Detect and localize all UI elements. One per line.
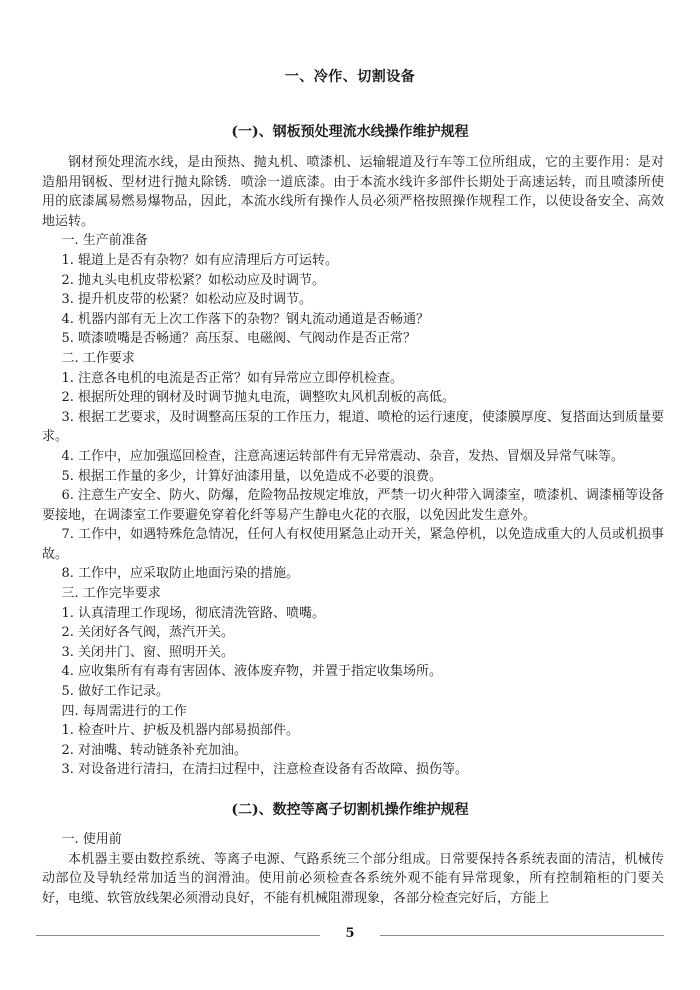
list-item: 8. 工作中，应采取防止地面污染的措施。 [61, 566, 300, 582]
list-item: 4. 机器内部有无上次工作落下的杂物？钢丸流动通道是否畅通？ [61, 311, 430, 327]
section-1-intro: 钢材预处理流水线，是由预热、抛丸机、喷漆机、运输辊道及行车等工位所组成，它的主要作用：是对造船用钢板、型材进行抛丸除锈．喷涂一道底漆。由于本流水线许多部件长期处于高速运转，而且喷漆所使用的底漆属易燃易爆物品，因此，本流水线所有操作人员必须严格按照操作规程工作，以使设备安全、高效地运转。 [42, 155, 664, 229]
list-item: 6. 注意生产安全、防火、防爆，危险物品按规定堆放，严禁一切火种带入调漆室，喷漆机、调漆桶等设备要接地，在调漆室工作要避免穿着化纤等易产生静电火花的衣服，以免因此发生意外。 [42, 488, 664, 523]
footer-divider-left [36, 935, 320, 936]
section-1-heading-prep: 一. 生产前准备 [61, 233, 148, 249]
list-item: 5. 喷漆喷嘴是否畅通？高压泵、电磁阀、气阀动作是否正常？ [61, 331, 417, 347]
section-2-heading-before-use: 一. 使用前 [61, 832, 122, 847]
section-1-heading-work: 二. 工作要求 [61, 350, 135, 366]
list-item: 3. 提升机皮带的松紧？如松动应及时调节。 [61, 292, 313, 308]
chapter-title: 一、冷作、切割设备 [284, 69, 416, 85]
list-item: 4. 应收集所有有毒有害固体、液体废弃物，并置于指定收集场所。 [61, 664, 443, 680]
page-number: 5 [345, 926, 355, 941]
list-item: 1. 检查叶片、护板及机器内部易损部件。 [61, 723, 300, 739]
list-item: 3. 关闭井门、窗、照明开关。 [61, 644, 235, 660]
section-1-title: (一)、钢板预处理流水线操作维护规程 [231, 124, 469, 140]
list-item: 3. 对设备进行清扫，在清扫过程中，注意检查设备有否故障、损伤等。 [61, 762, 469, 778]
list-item: 7. 工作中，如遇特殊危急情况，任何人有权使用紧急止动开关，紧急停机，以免造成重大的人员或机损事故。 [42, 527, 664, 562]
section-2-title: (二)、数控等离子切割机操作维护规程 [231, 802, 469, 818]
section-2-paragraph: 本机器主要由数控系统、等离子电源、气路系统三个部分组成。日常要保持各系统表面的清洁，机械传动部位及导轨经常加适当的润滑油。使用前必须检查各系统外观不能有异常现象，所有控制箱柜的门要关好，电缆、软管放线架必须滑动良好，不能有机械阻滞现象，各部分检查完好后，方能上 [42, 851, 664, 906]
list-item: 2. 抛丸头电机皮带松紧？如松动应及时调节。 [61, 272, 326, 288]
list-item: 2. 根据所处理的钢材及时调节抛丸电流，调整吹丸风机刮板的高低。 [61, 390, 456, 406]
list-item: 3. 根据工艺要求，及时调整高压泵的工作压力，辊道、喷枪的运行速度，使漆膜厚度、复搭面达到质量要求。 [42, 409, 664, 445]
list-item: 1. 辊道上是否有杂物？如有应清理后方可运转。 [61, 252, 339, 268]
footer-divider-right [380, 935, 664, 936]
list-item: 2. 对油嘴、转动链条补充加油。 [61, 742, 248, 758]
section-2-body [42, 830, 664, 908]
list-item: 1. 认真清理工作现场，彻底清洗管路、喷嘴。 [61, 605, 326, 621]
section-1-heading-weekly: 四. 每周需进行的工作 [61, 703, 187, 719]
list-item: 4. 工作中，应加强巡回检查，注意高速运转部件有无异常震动、杂音，发热、冒烟及异常气味等。 [61, 448, 625, 464]
list-item: 5. 做好工作记录。 [61, 684, 170, 700]
section-1-body [42, 153, 664, 780]
list-item: 5. 根据工作量的多少，计算好油漆用量，以免造成不必要的浪费。 [61, 468, 443, 484]
section-1-heading-finish: 三. 工作完毕要求 [61, 586, 161, 602]
list-item: 2. 关闭好各气阀，蒸汽开关。 [61, 625, 235, 641]
list-item: 1. 注意各电机的电流是否正常？如有异常应立即停机检查。 [61, 370, 404, 386]
